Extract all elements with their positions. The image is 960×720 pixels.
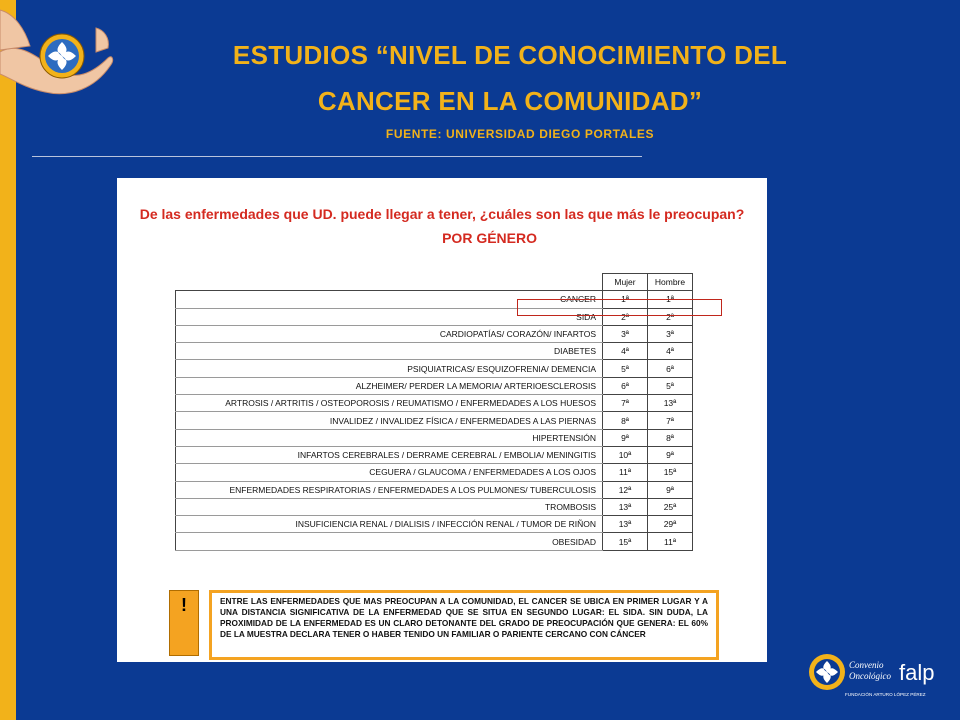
cancer-row-highlight — [517, 299, 722, 316]
row-label: DIABETES — [176, 343, 603, 360]
row-label: CANCER — [176, 291, 603, 308]
hombre-rank: 9ª — [648, 481, 693, 498]
table-row — [176, 412, 693, 429]
falp-logo-line2: Oncológico — [849, 671, 891, 681]
hombre-rank: 15ª — [648, 464, 693, 481]
mujer-rank: 7ª — [603, 395, 648, 412]
table-row — [176, 325, 693, 342]
header-divider — [32, 156, 642, 157]
table-row — [176, 498, 693, 515]
row-label: HIPERTENSIÓN — [176, 429, 603, 446]
hombre-rank: 2ª — [648, 308, 693, 325]
table-row — [176, 446, 693, 463]
hombre-rank: 29ª — [648, 516, 693, 533]
mujer-rank: 12ª — [603, 481, 648, 498]
hombre-rank: 11ª — [648, 533, 693, 550]
hombre-rank: 13ª — [648, 395, 693, 412]
row-label: ALZHEIMER/ PERDER LA MEMORIA/ ARTERIOESCLEROSIS — [176, 377, 603, 394]
table-row — [176, 429, 693, 446]
mujer-rank: 13ª — [603, 516, 648, 533]
mujer-rank: 2ª — [603, 308, 648, 325]
mujer-rank: 6ª — [603, 377, 648, 394]
table-row — [176, 481, 693, 498]
mujer-rank: 10ª — [603, 446, 648, 463]
row-label: ARTROSIS / ARTRITIS / OSTEOPOROSIS / REUMATISMO / ENFERMEDADES A LOS HUESOS — [176, 395, 603, 412]
row-label: INFARTOS CEREBRALES / DERRAME CEREBRAL / EMBOLIA/ MENINGITIS — [176, 446, 603, 463]
content-panel — [117, 178, 767, 662]
hombre-rank: 7ª — [648, 412, 693, 429]
column-header-mujer: Mujer — [603, 274, 648, 291]
table-row — [176, 533, 693, 550]
table-row — [176, 516, 693, 533]
table-row — [176, 360, 693, 377]
left-accent-bar — [0, 0, 16, 720]
table-header-row — [176, 274, 693, 291]
hombre-rank: 25ª — [648, 498, 693, 515]
mujer-rank: 11ª — [603, 464, 648, 481]
mujer-rank: 1ª — [603, 291, 648, 308]
row-label: ENFERMEDADES RESPIRATORIAS / ENFERMEDADES A LOS PULMONES/ TUBERCULOSIS — [176, 481, 603, 498]
question-subtext: POR GÉNERO — [442, 230, 537, 246]
row-label: CEGUERA / GLAUCOMA / ENFERMEDADES A LOS OJOS — [176, 464, 603, 481]
hands-logo-icon — [0, 0, 120, 100]
hombre-rank: 1ª — [648, 291, 693, 308]
mujer-rank: 15ª — [603, 533, 648, 550]
table-row — [176, 343, 693, 360]
mujer-rank: 13ª — [603, 498, 648, 515]
row-label: OBESIDAD — [176, 533, 603, 550]
row-label: TROMBOSIS — [176, 498, 603, 515]
column-header-hombre: Hombre — [648, 274, 693, 291]
mujer-rank: 8ª — [603, 412, 648, 429]
callout-note: ENTRE LAS ENFERMEDADES QUE MAS PREOCUPAN A LA COMUNIDAD, EL CANCER SE UBICA EN PRIMER LUGAR Y A UNA DISTANCIA SIGNIFICATIVA DE LA ENFERMEDAD QUE SE SITUA EN SEGUNDO LUGAR: EL SIDA. SIN DUDA, LA PROXIMIDAD DE LA ENFERMEDAD ES UN CLARO DETONANTE DEL GRADO DE PREOCUPACIÓN QUE GENERA: EL 60% DE LA MUESTRA DECLARA TENER O HABER TENIDO UN FAMILIAR O PARIENTE CERCANO CON CÁNCER — [209, 590, 719, 660]
title-line-2: CANCER EN LA COMUNIDAD” — [317, 86, 703, 116]
table-row — [176, 395, 693, 412]
table-header-blank — [176, 274, 603, 291]
table-row — [176, 464, 693, 481]
mujer-rank: 3ª — [603, 325, 648, 342]
hombre-rank: 9ª — [648, 446, 693, 463]
row-label: PSIQUIATRICAS/ ESQUIZOFRENIA/ DEMENCIA — [176, 360, 603, 377]
warning-icon: ! — [169, 590, 199, 656]
row-label: SIDA — [176, 308, 603, 325]
falp-logo-line1: Convenio — [849, 660, 884, 670]
hombre-rank: 5ª — [648, 377, 693, 394]
question-text: De las enfermedades que UD. puede llegar a tener, ¿cuáles son las que más le preocupan? — [139, 206, 745, 222]
falp-logo — [805, 648, 945, 702]
mujer-rank: 5ª — [603, 360, 648, 377]
row-label: INVALIDEZ / INVALIDEZ FÍSICA / ENFERMEDADES A LAS PIERNAS — [176, 412, 603, 429]
falp-logo-brand: falp — [899, 660, 935, 685]
mujer-rank: 9ª — [603, 429, 648, 446]
falp-logo-line3: FUNDACIÓN ARTURO LÓPEZ PÉREZ — [845, 692, 926, 697]
source-subtitle: FUENTE: UNIVERSIDAD DIEGO PORTALES — [385, 127, 655, 141]
hombre-rank: 3ª — [648, 325, 693, 342]
row-label: CARDIOPATÍAS/ CORAZÓN/ INFARTOS — [176, 325, 603, 342]
hombre-rank: 6ª — [648, 360, 693, 377]
hombre-rank: 4ª — [648, 343, 693, 360]
mujer-rank: 4ª — [603, 343, 648, 360]
hombre-rank: 8ª — [648, 429, 693, 446]
title-line-1: ESTUDIOS “NIVEL DE CONOCIMIENTO DEL — [232, 40, 788, 70]
table-row — [176, 377, 693, 394]
row-label: INSUFICIENCIA RENAL / DIALISIS / INFECCIÓN RENAL / TUMOR DE RIÑON — [176, 516, 603, 533]
